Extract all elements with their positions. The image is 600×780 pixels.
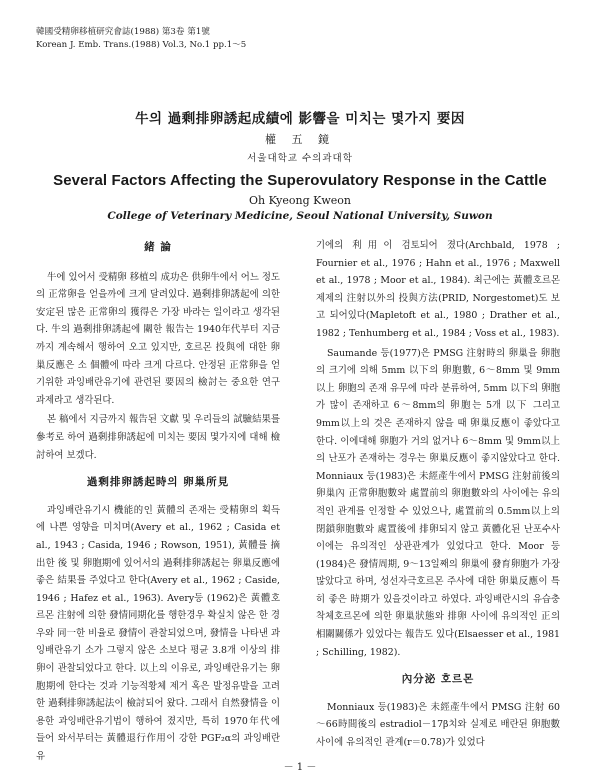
paragraph: Monniaux 등(1983)은 未經產牛에서 PMSG 注射 60～66時間後의 estradiol－17β치와 실제로 배란된 卵胞數사이에 유의적인 관계(r＝0.78)가 있었다 [316, 701, 560, 749]
journal-line-english: Korean J. Emb. Trans.(1988) Vol.3, No.1 pp.1～5 [36, 40, 247, 50]
right-column [316, 237, 560, 752]
title-korean: 牛의 過剩排卵誘起成績에 影響을 미치는 몇가지 要因 [135, 111, 465, 127]
page-number: － 1 － [283, 762, 317, 773]
affiliation-korean: 서울대학교 수의과대학 [247, 153, 353, 164]
journal-line-korean: 韓國受精卵移植研究會誌(1988) 第3卷 第1號 [36, 27, 210, 37]
journal-header [36, 26, 246, 52]
section-heading-endocrine: 內分泌 호르몬 [401, 673, 475, 686]
paragraph: 과잉배란유기시 機能的인 黃體의 존재는 受精卵의 획득에 나쁜 영향을 미치며(Avery et al., 1962 ; Casida et al., 1943 ; Casida, 1946 ; Rowson, 1951), 黃體를 摘出한 後 및 卵胞期에 있어서의 過剩排卵誘起는 卵巢反應에 좋은 結果를 주었다고 한다(Avery et al., 1962 ; Caside, 1946 ; Hafez et al., 1963). Avery등 (1962)은 黃體호르몬 注射에 의한 發情同期化를 행한경우 확실치 않은 한 경우와 同一한 비율로 發情이 관찰되었으며, 發情을 나타낸 과잉배란유기 소가 그렇지 않은 소보다 평균 3.8개 이상의 排卵이 관찰되었다고 한다. 以上의 이유로, 과잉배란유기는 卵胞期에 한다는 것과 기능적황체 제거 혹은 발정유발을 고려한 過剩排卵誘起法이 檢討되어 왔다. 그래서 自然發情을 이용한 과잉배란유기법이 행하여 졌지만, 특히 1970年代에 들어 와서부터는 黃體退行作用이 강한 PGF₂α의 과잉배란유 [36, 504, 280, 763]
paragraph: 기에의 利用이 검토되어 졌다(Archbald, 1978 ; Fournier et al., 1976 ; Hahn et al., 1976 ; Maxwell et al., 1978 ; Moor et al., 1984). 최근에는 黃體호르몬제제의 注射以外의 投與方法(PRID, Norgestomet)도 보고 되어있다(Mapletoft et al., 1980 ; Drather et al., 1982 ; Tenhumberg et al., 1984 ; Voss et al., 1983). [316, 240, 560, 339]
paragraph: 牛에 있어서 受精卵 移植의 成功은 供卵牛에서 어느 정도의 正常卵을 얻을까에 크게 달려있다. 過剩排卵誘起에 의한 安定된 많은 正常卵의 獲得은 가장 바라는 일이라고 생각된다. 牛의 過剩排卵誘起에 關한 報告는 1940年代부터 지금까지 계속해서 행하여 오고 있지만, 호르몬 投與에 대한 卵巢反應은 소 個體에 따라 크게 다르다. 안정된 正常卵을 얻기위한 과잉배란유기에 관련된 要因의 檢討는 중요한 연구 과제라고 생각된다. [36, 271, 280, 406]
author-english: Oh Kyeong Kweon [249, 194, 351, 207]
paragraph: 본 稿에서 지금까지 報告된 文獻 및 우리들의 試驗結果를 參考로 하여 過剩排卵誘起에 미치는 要因 몇가지에 대해 檢討하여 보겠다. [36, 414, 280, 461]
author-korean: 權 五 鏡 [265, 133, 335, 146]
section-heading-ovarian-findings: 過剩排卵誘起時의 卵巢所見 [86, 476, 230, 489]
title-english: Several Factors Affecting the Superovulatory Response in the Cattle [53, 172, 547, 189]
left-column [36, 237, 280, 766]
affiliation-english: College of Veterinary Medicine, Seoul National University, Suwon [107, 210, 493, 222]
section-heading-introduction: 緒 論 [144, 241, 172, 253]
paragraph: Saumande 등(1977)은 PMSG 注射時의 卵巢을 卵胞의 크기에 의해 5mm 以下의 卵胞數, 6～8mm 및 9mm 以上 卵胞의 존재 유무에 따라 분류하여, 5mm 以下의 卵胞가 많이 존재하고 6～8mm의 卵胞는 5개 以下 그리고 9mm以上의 것은 존재하지 않을 때 卵巢反應이 좋았다고 한다. 이에대해 卵胞가 거의 없거나 6～8mm 및 9mm以上의 난포가 존재하는 경우는 卵巢反應이 좋지않았다고 한다. Monniaux 등(1983)은 未經產牛에서 PMSG 注射前後의 卵巢內 正常卵胞數와 處置前의 卵胞數와의 사이에는 유의적인 관계를 인정할 수 있었으나, 處置前의 0.5mm以上의 閉鎖卵胞數와 處置後에 排卵되지 않고 黃體化된 난포수사이에는 유의적인 상관관계가 있었다고 한다. Moor 등(1984)은 發情周期, 9～13일째의 卵巢에 發育卵胞가 가장 많았다고 하며, 성선자극호르몬 주사에 대한 卵巢反應이 특히 좋은 時期가 있을것이라고 하였다. 과잉배란시의 유습충 착체호르몬에 의한 卵巢狀態와 排卵 사이에 유의적인 正의 相關關係가 있었다는 報告도 있다(Elsaesser et al., 1981 ; Schilling, 1982). [316, 347, 560, 658]
